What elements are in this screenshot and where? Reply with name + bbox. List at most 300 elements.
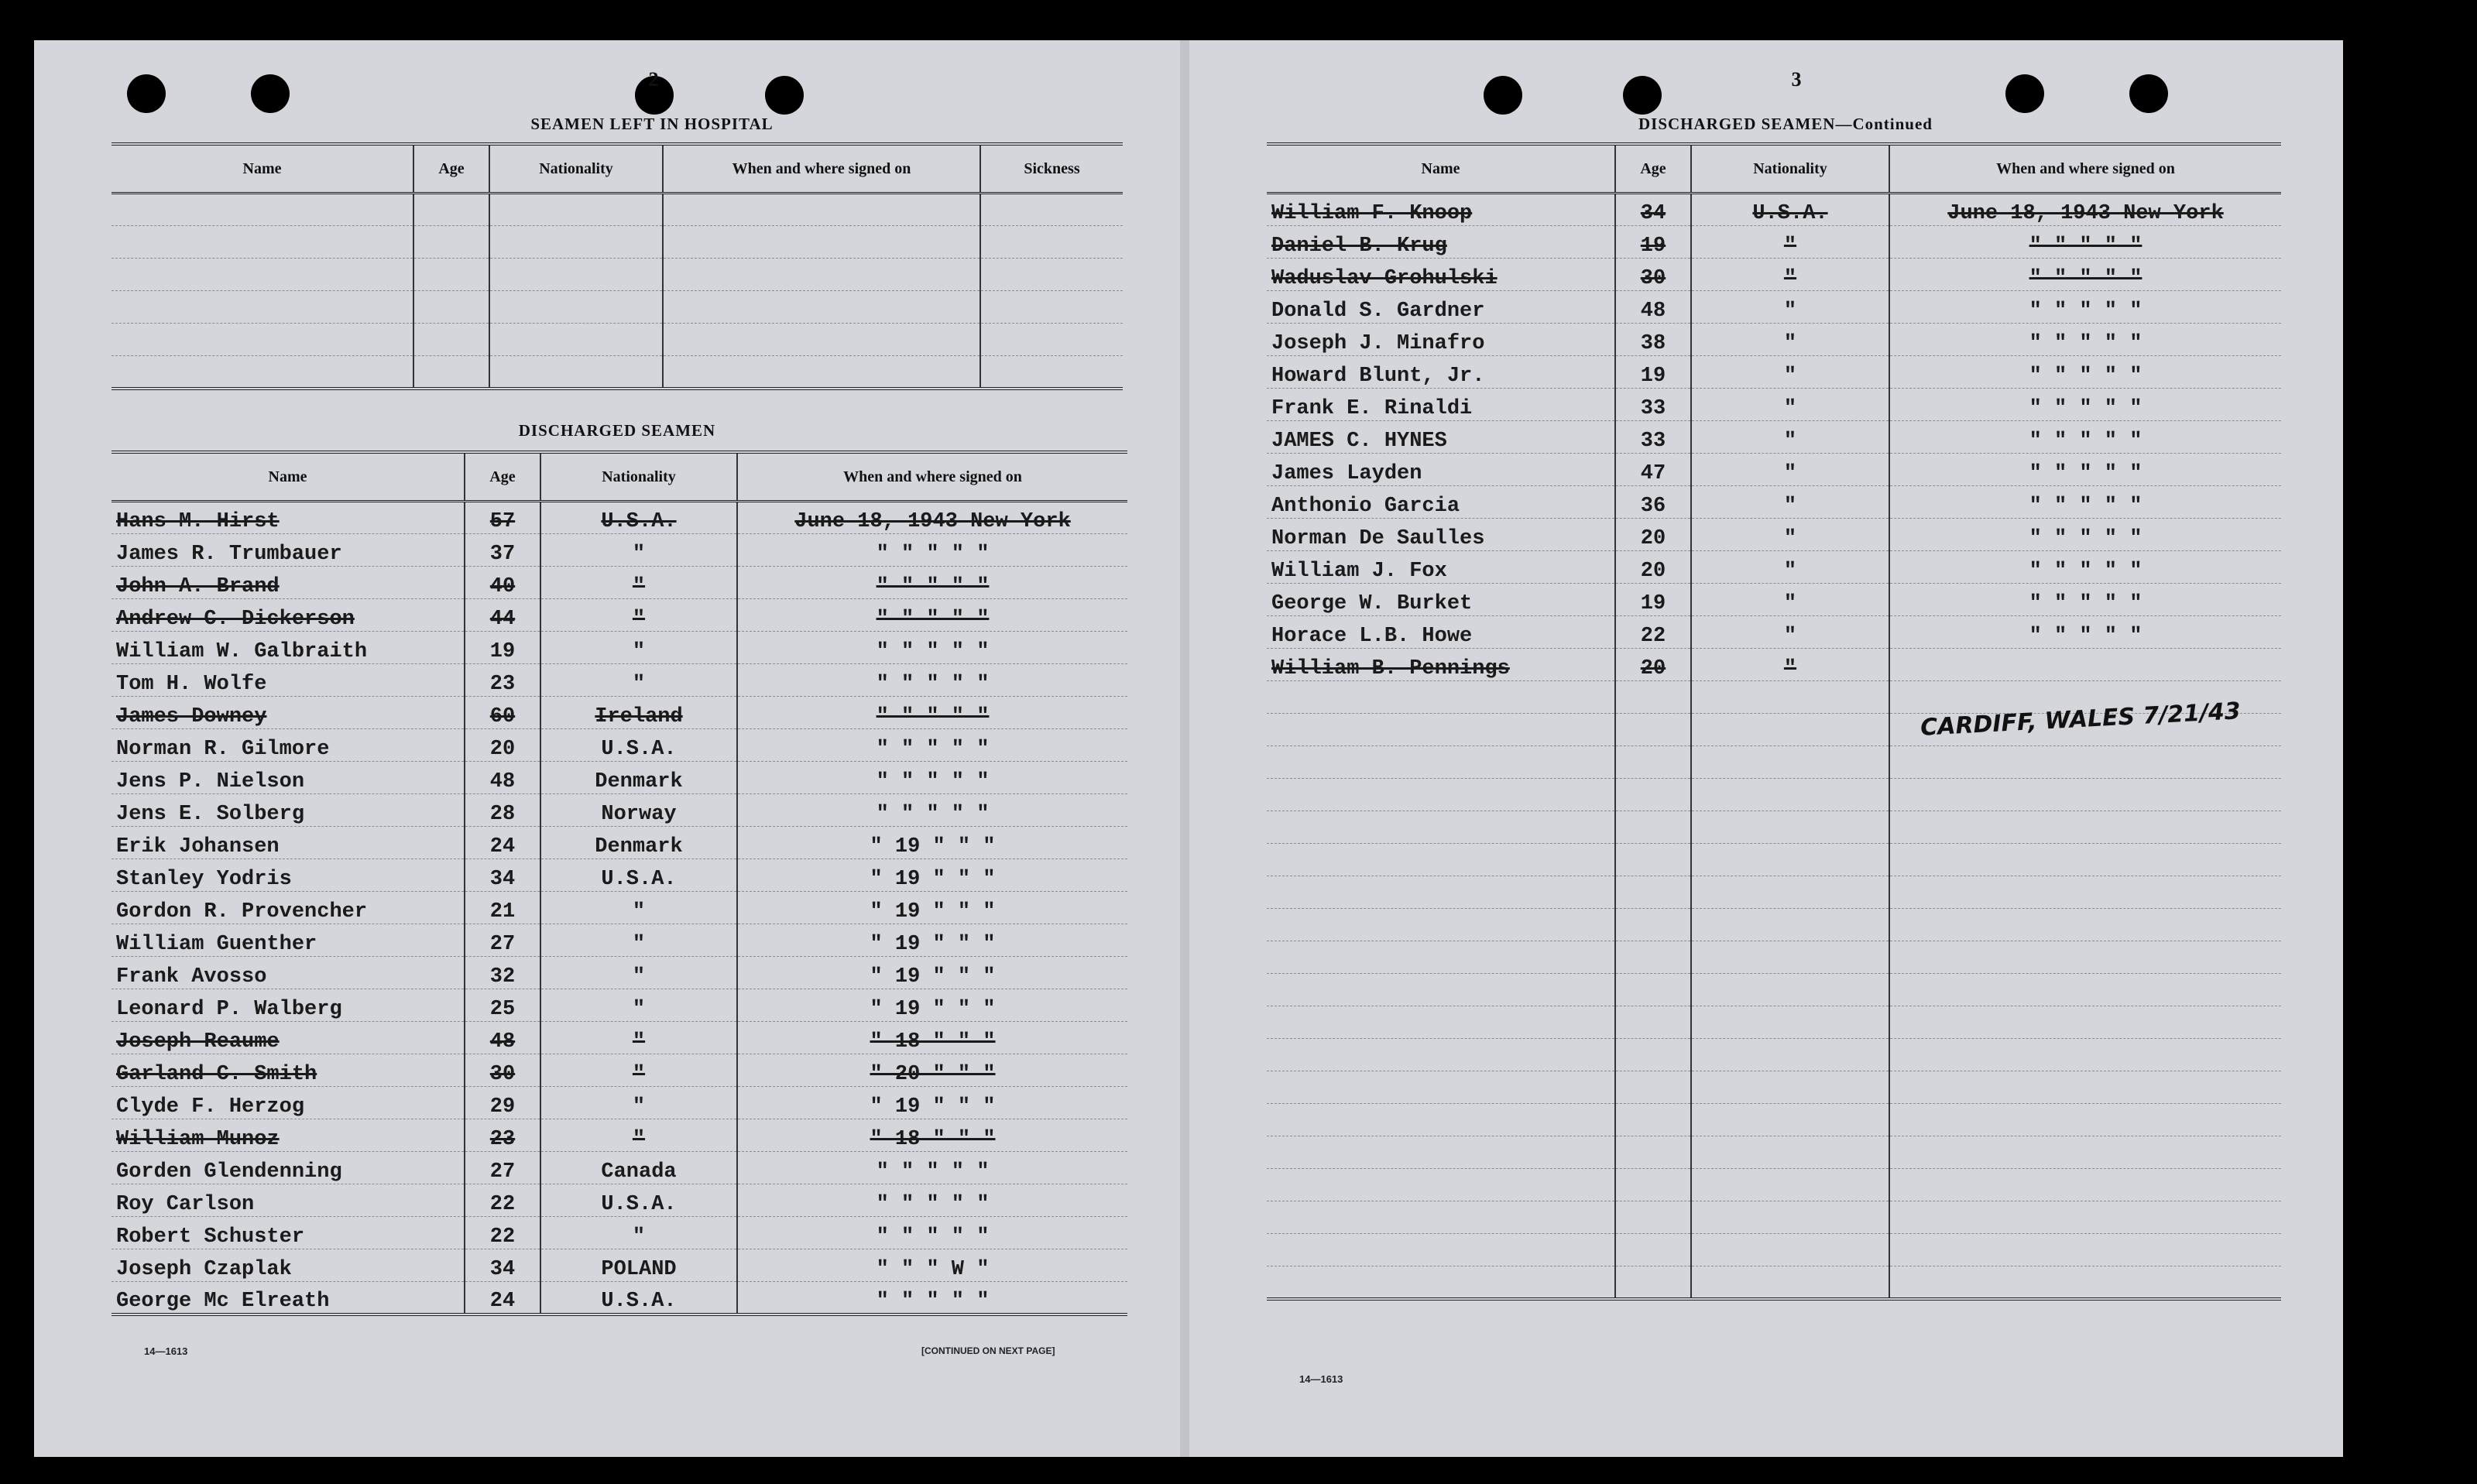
- table-cell: " 19 " " ": [737, 827, 1127, 859]
- table-cell: ": [1691, 649, 1889, 681]
- punch-hole: [2129, 74, 2168, 113]
- table-cell: 38: [1615, 324, 1691, 356]
- table-cell: 21: [465, 892, 540, 924]
- punch-hole: [2005, 74, 2044, 113]
- table-cell: " " " " ": [1889, 226, 2281, 259]
- empty-cell: [1267, 876, 1615, 909]
- table-cell: " " " " ": [1889, 389, 2281, 421]
- table-cell: U.S.A.: [540, 1184, 737, 1217]
- punch-hole: [1623, 76, 1662, 115]
- table-cell: Robert Schuster: [111, 1217, 465, 1249]
- empty-cell: [1691, 1234, 1889, 1266]
- table-cell: 60: [465, 697, 540, 729]
- empty-cell: [1691, 1201, 1889, 1234]
- empty-cell: [1267, 1234, 1615, 1266]
- empty-cell: [111, 324, 413, 356]
- continued-note: [CONTINUED ON NEXT PAGE]: [921, 1345, 1055, 1356]
- empty-cell: [1267, 779, 1615, 811]
- empty-row: [111, 259, 1123, 291]
- column-header: When and where signed on: [663, 144, 980, 194]
- column-header: Sickness: [980, 144, 1123, 194]
- punch-hole: [765, 76, 804, 115]
- empty-cell: [489, 291, 663, 324]
- empty-cell: [663, 291, 980, 324]
- empty-row: [1267, 941, 2281, 974]
- empty-cell: [1691, 1006, 1889, 1039]
- empty-cell: [1615, 909, 1691, 941]
- table-row: [1267, 389, 2281, 421]
- table-cell: James R. Trumbauer: [111, 534, 465, 567]
- table-cell: U.S.A.: [1691, 194, 1889, 226]
- empty-row: [1267, 1266, 2281, 1299]
- empty-cell: [1267, 714, 1615, 746]
- empty-cell: [1615, 1201, 1691, 1234]
- table-cell: 29: [465, 1087, 540, 1119]
- empty-cell: [1267, 844, 1615, 876]
- table-cell: ": [540, 1022, 737, 1054]
- empty-cell: [1691, 974, 1889, 1006]
- table-cell: ": [540, 892, 737, 924]
- empty-cell: [413, 259, 489, 291]
- empty-cell: [980, 324, 1123, 356]
- table-cell: ": [1691, 519, 1889, 551]
- table-row: [111, 1282, 1127, 1314]
- table-cell: " " " " ": [737, 599, 1127, 632]
- table-row: [111, 827, 1127, 859]
- empty-cell: [1889, 1071, 2281, 1104]
- left-page: [34, 40, 1180, 1457]
- empty-cell: [1615, 844, 1691, 876]
- table-cell: William B. Pennings: [1267, 649, 1615, 681]
- table-cell: 36: [1615, 486, 1691, 519]
- empty-cell: [1267, 1071, 1615, 1104]
- table-cell: 19: [465, 632, 540, 664]
- empty-cell: [413, 324, 489, 356]
- table-cell: 48: [465, 1022, 540, 1054]
- table-row: [111, 794, 1127, 827]
- table-row: [111, 924, 1127, 957]
- empty-cell: [1615, 1039, 1691, 1071]
- empty-cell: [489, 226, 663, 259]
- table-cell: Norman R. Gilmore: [111, 729, 465, 762]
- empty-cell: [1615, 1234, 1691, 1266]
- table-row: [111, 664, 1127, 697]
- column-header: Nationality: [489, 144, 663, 194]
- table-cell: Howard Blunt, Jr.: [1267, 356, 1615, 389]
- table-cell: " " " " ": [737, 794, 1127, 827]
- empty-cell: [1691, 746, 1889, 779]
- empty-cell: [663, 259, 980, 291]
- empty-cell: [489, 259, 663, 291]
- table-cell: Andrew C. Dickerson: [111, 599, 465, 632]
- table-cell: ": [1691, 584, 1889, 616]
- empty-cell: [1267, 1104, 1615, 1136]
- table-cell: 32: [465, 957, 540, 989]
- empty-cell: [1691, 1104, 1889, 1136]
- table-cell: 37: [465, 534, 540, 567]
- table-cell: William J. Fox: [1267, 551, 1615, 584]
- table-cell: Joseph J. Minafro: [1267, 324, 1615, 356]
- empty-row: [1267, 974, 2281, 1006]
- discharged-section-title: DISCHARGED SEAMEN: [518, 421, 716, 440]
- empty-cell: [1889, 811, 2281, 844]
- column-header: Nationality: [1691, 144, 1889, 194]
- table-row: [111, 762, 1127, 794]
- empty-cell: [1267, 1201, 1615, 1234]
- table-cell: William F. Knoop: [1267, 194, 1615, 226]
- table-cell: ": [1691, 259, 1889, 291]
- table-cell: " " " " ": [1889, 356, 2281, 389]
- column-header: Name: [111, 452, 465, 502]
- table-cell: ": [540, 599, 737, 632]
- table-cell: [1889, 649, 2281, 681]
- empty-cell: [1889, 1169, 2281, 1201]
- table-cell: U.S.A.: [540, 729, 737, 762]
- table-cell: 28: [465, 794, 540, 827]
- table-cell: ": [540, 567, 737, 599]
- empty-cell: [1691, 876, 1889, 909]
- empty-cell: [1691, 681, 1889, 714]
- table-row: [1267, 454, 2281, 486]
- table-cell: ": [540, 664, 737, 697]
- empty-cell: [1889, 1136, 2281, 1169]
- table-cell: " 18 " " ": [737, 1022, 1127, 1054]
- table-cell: " 19 " " ": [737, 957, 1127, 989]
- table-cell: U.S.A.: [540, 502, 737, 534]
- empty-cell: [980, 356, 1123, 389]
- table-row: [111, 1119, 1127, 1152]
- empty-cell: [1267, 974, 1615, 1006]
- table-cell: Leonard P. Walberg: [111, 989, 465, 1022]
- table-cell: Canada: [540, 1152, 737, 1184]
- page-number: 2: [648, 68, 659, 91]
- empty-cell: [663, 226, 980, 259]
- table-cell: " 19 " " ": [737, 892, 1127, 924]
- table-row: [1267, 291, 2281, 324]
- section-title: DISCHARGED SEAMEN—Continued: [1638, 115, 1933, 133]
- table-cell: George Mc Elreath: [111, 1282, 465, 1314]
- table-row: [111, 1022, 1127, 1054]
- table-cell: 34: [465, 1249, 540, 1282]
- empty-cell: [1691, 844, 1889, 876]
- column-header: When and where signed on: [1889, 144, 2281, 194]
- table-row: [1267, 226, 2281, 259]
- empty-cell: [413, 226, 489, 259]
- empty-cell: [1889, 941, 2281, 974]
- table-row: [111, 729, 1127, 762]
- empty-cell: [1267, 1266, 1615, 1299]
- table-cell: " 19 " " ": [737, 924, 1127, 957]
- empty-cell: [1691, 714, 1889, 746]
- empty-cell: [1615, 876, 1691, 909]
- table-cell: " 20 " " ": [737, 1054, 1127, 1087]
- empty-row: [1267, 746, 2281, 779]
- empty-row: [1267, 1104, 2281, 1136]
- column-header: Age: [1615, 144, 1691, 194]
- table-cell: " " " " ": [1889, 551, 2281, 584]
- table-row: [111, 892, 1127, 924]
- empty-cell: [663, 356, 980, 389]
- table-cell: 33: [1615, 389, 1691, 421]
- empty-cell: [413, 291, 489, 324]
- empty-cell: [980, 291, 1123, 324]
- column-header: When and where signed on: [737, 452, 1127, 502]
- empty-cell: [1691, 909, 1889, 941]
- empty-cell: [1889, 1234, 2281, 1266]
- empty-cell: [1691, 1071, 1889, 1104]
- table-cell: " 19 " " ": [737, 1087, 1127, 1119]
- empty-cell: [1889, 974, 2281, 1006]
- table-cell: Gorden Glendenning: [111, 1152, 465, 1184]
- hospital-section-title: SEAMEN LEFT IN HOSPITAL: [530, 115, 774, 133]
- table-cell: ": [1691, 616, 1889, 649]
- table-cell: 20: [1615, 519, 1691, 551]
- empty-row: [111, 291, 1123, 324]
- table-cell: Hans M. Hirst: [111, 502, 465, 534]
- column-header: Name: [1267, 144, 1615, 194]
- table-cell: 20: [1615, 551, 1691, 584]
- empty-cell: [1691, 1266, 1889, 1299]
- table-cell: ": [1691, 454, 1889, 486]
- table-cell: ": [540, 957, 737, 989]
- table-row: [111, 1152, 1127, 1184]
- empty-cell: [1691, 1169, 1889, 1201]
- table-cell: ": [540, 632, 737, 664]
- table-cell: 20: [1615, 649, 1691, 681]
- table-cell: " " " " ": [1889, 486, 2281, 519]
- table-cell: Denmark: [540, 827, 737, 859]
- empty-cell: [1267, 909, 1615, 941]
- table-cell: " 19 " " ": [737, 989, 1127, 1022]
- table-row: [111, 1184, 1127, 1217]
- table-cell: " " " " ": [1889, 259, 2281, 291]
- empty-row: [1267, 1234, 2281, 1266]
- table-cell: Norway: [540, 794, 737, 827]
- empty-cell: [980, 194, 1123, 226]
- empty-row: [111, 356, 1123, 389]
- table-cell: " " " " ": [737, 1152, 1127, 1184]
- empty-cell: [413, 356, 489, 389]
- table-cell: " " " " ": [737, 632, 1127, 664]
- empty-cell: [1889, 1266, 2281, 1299]
- page-number: 3: [1791, 68, 1802, 91]
- page-gutter: [1180, 40, 1189, 1457]
- handwritten-note: CARDIFF, WALES 7/21/43: [1920, 697, 2242, 742]
- table-cell: William Munoz: [111, 1119, 465, 1152]
- table-cell: Frank E. Rinaldi: [1267, 389, 1615, 421]
- table-cell: Jens P. Nielson: [111, 762, 465, 794]
- empty-cell: [1889, 779, 2281, 811]
- empty-cell: [1267, 1136, 1615, 1169]
- table-cell: ": [1691, 421, 1889, 454]
- table-cell: 33: [1615, 421, 1691, 454]
- empty-cell: [413, 194, 489, 226]
- empty-cell: [1889, 909, 2281, 941]
- table-cell: 23: [465, 664, 540, 697]
- table-cell: 48: [1615, 291, 1691, 324]
- empty-cell: [1267, 941, 1615, 974]
- empty-cell: [1889, 1039, 2281, 1071]
- empty-cell: [1889, 1201, 2281, 1234]
- table-cell: " " " " ": [737, 1184, 1127, 1217]
- table-cell: U.S.A.: [540, 859, 737, 892]
- empty-cell: [1615, 746, 1691, 779]
- table-cell: Frank Avosso: [111, 957, 465, 989]
- table-cell: 48: [465, 762, 540, 794]
- table-row: [1267, 356, 2281, 389]
- empty-cell: [1267, 1039, 1615, 1071]
- table-cell: " " " " ": [1889, 291, 2281, 324]
- table-cell: " " " " ": [1889, 519, 2281, 551]
- table-cell: Garland C. Smith: [111, 1054, 465, 1087]
- column-header: Age: [413, 144, 489, 194]
- table-cell: James Layden: [1267, 454, 1615, 486]
- empty-row: [1267, 1071, 2281, 1104]
- table-cell: ": [540, 1087, 737, 1119]
- table-cell: ": [540, 1217, 737, 1249]
- table-cell: June 18, 1943 New York: [737, 502, 1127, 534]
- empty-cell: [1889, 1006, 2281, 1039]
- table-cell: ": [1691, 324, 1889, 356]
- table-cell: Anthonio Garcia: [1267, 486, 1615, 519]
- table-cell: " " " " ": [737, 729, 1127, 762]
- table-cell: 30: [1615, 259, 1691, 291]
- table-row: [111, 632, 1127, 664]
- table-row: [111, 534, 1127, 567]
- table-row: [111, 1217, 1127, 1249]
- column-header: Age: [465, 452, 540, 502]
- table-row: [1267, 616, 2281, 649]
- empty-cell: [1615, 714, 1691, 746]
- table-cell: ": [1691, 551, 1889, 584]
- table-cell: 30: [465, 1054, 540, 1087]
- table-cell: " " " " ": [737, 534, 1127, 567]
- table-cell: Norman De Saulles: [1267, 519, 1615, 551]
- table-cell: 19: [1615, 356, 1691, 389]
- table-row: [111, 859, 1127, 892]
- punch-hole: [127, 74, 166, 113]
- table-cell: ": [1691, 291, 1889, 324]
- table-cell: POLAND: [540, 1249, 737, 1282]
- table-cell: 20: [465, 729, 540, 762]
- empty-cell: [663, 194, 980, 226]
- empty-cell: [1267, 746, 1615, 779]
- table-row: [111, 957, 1127, 989]
- table-cell: ": [540, 989, 737, 1022]
- empty-cell: [1615, 1071, 1691, 1104]
- table-row: [1267, 519, 2281, 551]
- empty-row: [1267, 1006, 2281, 1039]
- empty-cell: [489, 194, 663, 226]
- table-cell: Ireland: [540, 697, 737, 729]
- table-cell: " " " " ": [1889, 421, 2281, 454]
- empty-cell: [111, 194, 413, 226]
- table-row: [111, 1054, 1127, 1087]
- column-header: Name: [111, 144, 413, 194]
- table-cell: June 18, 1943 New York: [1889, 194, 2281, 226]
- table-cell: Joseph Reaume: [111, 1022, 465, 1054]
- table-cell: " " " " ": [737, 1282, 1127, 1314]
- table-cell: 19: [1615, 584, 1691, 616]
- column-header: Nationality: [540, 452, 737, 502]
- table-cell: 34: [1615, 194, 1691, 226]
- table-cell: " " " " ": [737, 664, 1127, 697]
- table-cell: John A. Brand: [111, 567, 465, 599]
- table-cell: 27: [465, 1152, 540, 1184]
- table-row: [111, 697, 1127, 729]
- empty-cell: [1267, 1006, 1615, 1039]
- empty-cell: [111, 291, 413, 324]
- table-cell: ": [1691, 389, 1889, 421]
- empty-cell: [1889, 876, 2281, 909]
- empty-cell: [1691, 1136, 1889, 1169]
- table-row: [1267, 584, 2281, 616]
- table-row: [1267, 649, 2281, 681]
- table-row: [1267, 486, 2281, 519]
- right-page: [1189, 40, 2343, 1457]
- table-cell: George W. Burket: [1267, 584, 1615, 616]
- form-number: 14—1613: [144, 1345, 188, 1357]
- empty-row: [111, 324, 1123, 356]
- table-cell: Tom H. Wolfe: [111, 664, 465, 697]
- empty-row: [1267, 844, 2281, 876]
- table-cell: 57: [465, 502, 540, 534]
- table-cell: 47: [1615, 454, 1691, 486]
- empty-cell: [1889, 1104, 2281, 1136]
- empty-row: [1267, 1201, 2281, 1234]
- empty-row: [1267, 876, 2281, 909]
- table-cell: 24: [465, 1282, 540, 1314]
- table-cell: ": [540, 924, 737, 957]
- empty-cell: [1889, 746, 2281, 779]
- empty-cell: [1615, 1169, 1691, 1201]
- table-cell: " " " " ": [1889, 616, 2281, 649]
- table-cell: 24: [465, 827, 540, 859]
- empty-cell: [111, 356, 413, 389]
- table-cell: Roy Carlson: [111, 1184, 465, 1217]
- empty-cell: [1615, 974, 1691, 1006]
- empty-cell: [111, 226, 413, 259]
- table-cell: ": [1691, 356, 1889, 389]
- empty-cell: [489, 356, 663, 389]
- empty-cell: [1615, 779, 1691, 811]
- table-cell: ": [1691, 486, 1889, 519]
- table-cell: " " " " ": [1889, 454, 2281, 486]
- empty-cell: [1267, 1169, 1615, 1201]
- table-cell: 44: [465, 599, 540, 632]
- table-row: [111, 502, 1127, 534]
- table-cell: " " " " ": [737, 1217, 1127, 1249]
- table-cell: Erik Johansen: [111, 827, 465, 859]
- empty-cell: [980, 259, 1123, 291]
- table-row: [111, 1249, 1127, 1282]
- table-row: [111, 599, 1127, 632]
- table-row: [1267, 324, 2281, 356]
- empty-cell: [489, 324, 663, 356]
- table-cell: 22: [465, 1217, 540, 1249]
- empty-cell: [111, 259, 413, 291]
- table-cell: Waduslav Grohulski: [1267, 259, 1615, 291]
- empty-cell: [663, 324, 980, 356]
- table-cell: James Downey: [111, 697, 465, 729]
- table-cell: 19: [1615, 226, 1691, 259]
- empty-row: [1267, 811, 2281, 844]
- empty-cell: [1615, 1266, 1691, 1299]
- table-cell: Denmark: [540, 762, 737, 794]
- table-cell: " " " " ": [1889, 324, 2281, 356]
- table-cell: William Guenther: [111, 924, 465, 957]
- table-row: [1267, 194, 2281, 226]
